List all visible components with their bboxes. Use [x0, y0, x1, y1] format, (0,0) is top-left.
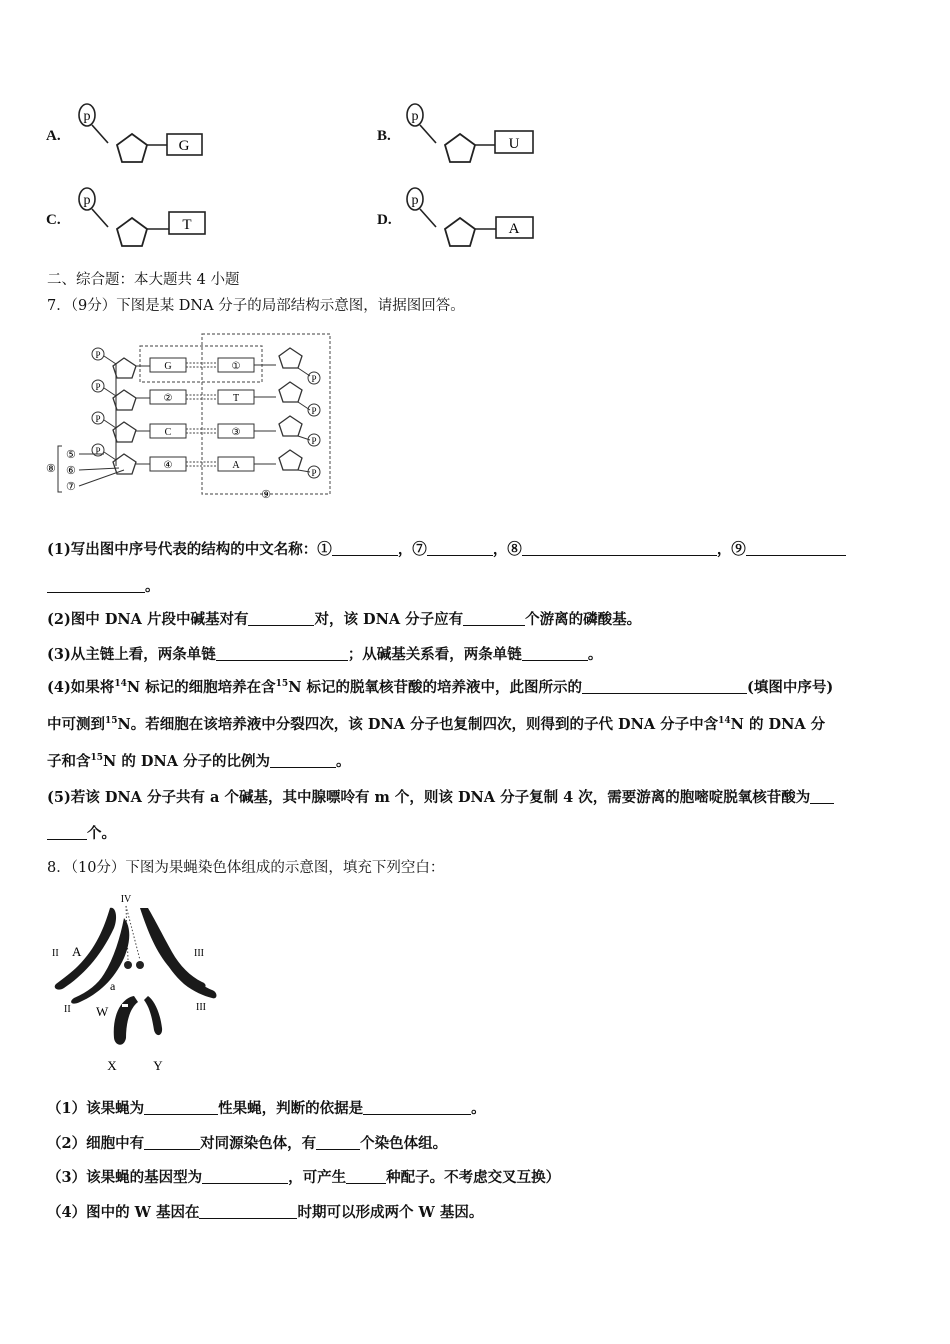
answer-blank[interactable] [582, 678, 747, 694]
dna-base-label: C [164, 427, 172, 438]
phosphate-label: p [411, 193, 419, 208]
nucleotide-diagram [72, 98, 212, 170]
answer-blank[interactable] [144, 1099, 218, 1115]
answer-blank[interactable] [463, 610, 525, 626]
label-7: ⑦ [66, 481, 76, 493]
dna-base-label: ③ [231, 427, 241, 438]
roman-label: II [52, 948, 59, 959]
answer-blank[interactable] [810, 788, 834, 804]
answer-blank[interactable] [47, 577, 145, 593]
dna-structure-diagram [44, 330, 336, 500]
nucleotide-diagram [400, 98, 540, 170]
label-6: ⑥ [66, 465, 76, 477]
q7-sub1-line2: 。 [47, 577, 160, 597]
dna-base-label: G [164, 361, 172, 372]
answer-blank[interactable] [332, 540, 398, 556]
sex-label: Y [153, 1058, 163, 1073]
answer-blank[interactable] [746, 540, 846, 556]
phosphate-label: P [95, 350, 101, 360]
answer-blank[interactable] [316, 1134, 360, 1150]
base-label: U [508, 136, 520, 152]
q7-sub4-line3: 子和含$^{15}$N 的 DNA 分子的比例为 。 [47, 753, 351, 770]
q7-stem: 7．（9分）下图是某 DNA 分子的局部结构示意图，请据图回答。 [47, 298, 465, 314]
dna-base-label: ② [163, 393, 173, 404]
answer-blank[interactable] [522, 645, 588, 661]
phosphate-label: P [311, 436, 317, 446]
option-label: A. [46, 128, 61, 144]
label-5: ⑤ [66, 449, 76, 461]
answer-blank[interactable] [427, 540, 493, 556]
q7-sub3: (3)从主链上看，两条单链 ；从碱基关系看，两条单链 。 [47, 646, 603, 663]
roman-label: III [196, 1002, 206, 1013]
dna-base-label: A [232, 460, 240, 471]
phosphate-label: P [311, 406, 317, 416]
gene-label: a [110, 979, 116, 993]
answer-blank[interactable] [47, 824, 87, 840]
q8-sub3: （3）该果蝇的基因型为 ，可产生 种配子。不考虑交叉互换） [47, 1169, 561, 1186]
phosphate-label: P [95, 382, 101, 392]
gene-label: A [72, 944, 82, 959]
phosphate-label: P [311, 468, 317, 478]
q7-sub2: (2)图中 DNA 片段中碱基对有 对，该 DNA 分子应有 个游离的磷酸基。 [47, 611, 642, 628]
q8-sub2: （2）细胞中有 对同源染色体，有 个染色体组。 [47, 1135, 448, 1152]
q7-sub1-line1: (1)写出图中序号代表的结构的中文名称：① ，⑦ ，⑧ ，⑨ [47, 540, 846, 560]
q8-sub1: （1）该果蝇为 性果蝇，判断的依据是 。 [47, 1100, 486, 1117]
fruit-fly-chromosome-diagram [44, 888, 224, 1076]
q8-stem: 8．（10分）下图为果蝇染色体组成的示意图，填充下列空白： [47, 860, 445, 876]
answer-blank[interactable] [144, 1134, 200, 1150]
answer-blank[interactable] [346, 1168, 386, 1184]
dna-base-label: ④ [163, 460, 173, 471]
phosphate-label: p [83, 193, 91, 208]
phosphate-label: p [411, 109, 419, 124]
gene-label: W [96, 1004, 109, 1019]
answer-blank[interactable] [363, 1099, 471, 1115]
nucleotide-diagram [72, 182, 212, 254]
base-label: T [182, 217, 192, 233]
option-label: D. [377, 212, 392, 228]
answer-blank[interactable] [248, 610, 314, 626]
label-8: ⑧ [46, 463, 56, 475]
roman-label: IV [120, 894, 132, 905]
option-label: C. [46, 212, 61, 228]
phosphate-label: P [95, 414, 101, 424]
dna-base-label: T [232, 393, 240, 404]
base-label: A [508, 221, 520, 237]
answer-blank[interactable] [216, 645, 348, 661]
nucleotide-diagram [400, 182, 540, 254]
answer-blank[interactable] [522, 540, 717, 556]
phosphate-label: P [95, 446, 101, 456]
option-label: B. [377, 128, 391, 144]
roman-label: II [64, 1004, 71, 1015]
base-label: G [178, 138, 190, 154]
answer-blank[interactable] [199, 1203, 297, 1219]
phosphate-label: p [83, 109, 91, 124]
q7-sub5-line2: 个。 [47, 824, 116, 844]
q7-sub4-line2: 中可测到$^{15}$N。若细胞在该培养液中分裂四次，该 DNA 分子也复制四次，则得到的子代 DNA 分子中含$^{14}$N 的 DNA 分 [47, 716, 826, 733]
dna-base-label: ① [231, 361, 241, 372]
q7-sub5-line1: (5)若该 DNA 分子共有 a 个碱基，其中腺嘌呤有 m 个，则该 DNA 分子复制 4 次，需要游离的胞嘧啶脱氧核苷酸为 [47, 788, 834, 808]
answer-blank[interactable] [270, 752, 336, 768]
q8-sub4: （4）图中的 W 基因在 时期可以形成两个 W 基因。 [47, 1204, 484, 1221]
section-heading: 二、综合题：本大题共 4 小题 [47, 272, 240, 288]
roman-label: III [194, 948, 204, 959]
q7-sub4-line1: (4)如果将$^{14}$N 标记的细胞培养在含$^{15}$N 标记的脱氧核苷酸的培养液中，此图所示的 (填图中序号) [47, 679, 834, 696]
sex-label: X [107, 1058, 117, 1073]
phosphate-label: P [311, 374, 317, 384]
label-9: ⑨ [261, 489, 271, 500]
answer-blank[interactable] [202, 1168, 288, 1184]
